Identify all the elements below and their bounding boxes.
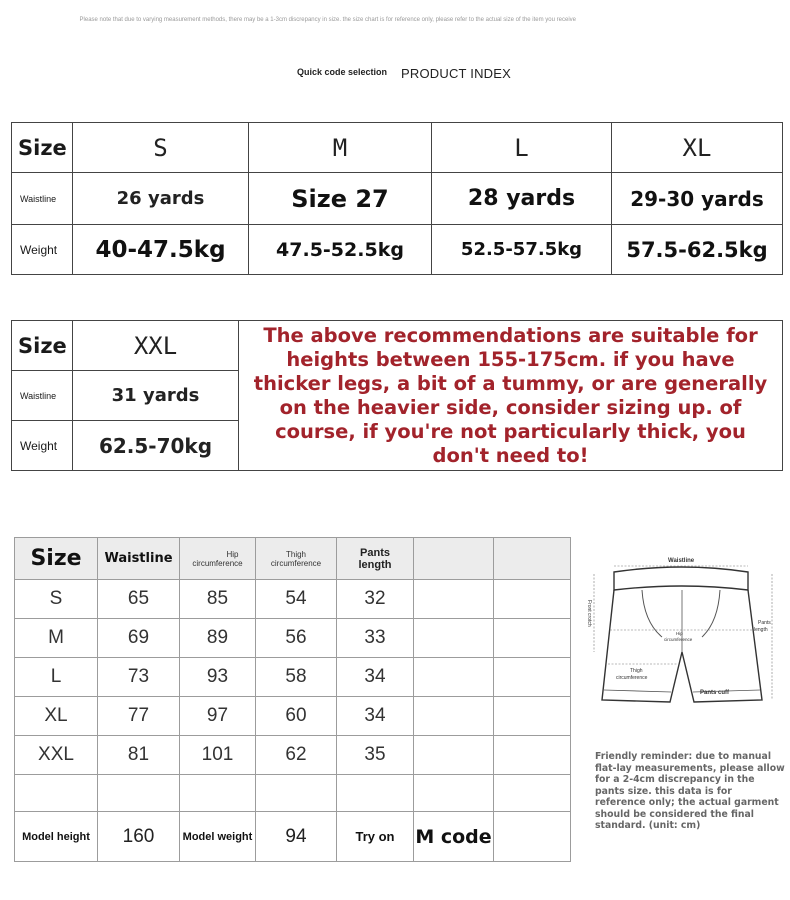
model-weight-value: 94 [256, 812, 337, 862]
try-on-code: M code [414, 812, 494, 862]
waistline-row-label: Waistline [12, 173, 73, 225]
model-height-label: Model height [15, 812, 98, 862]
measurement-header-row [15, 538, 571, 580]
size-chart-primary [11, 122, 783, 275]
hip-cell: 101 [180, 736, 256, 775]
hip-cell: 93 [180, 658, 256, 697]
empty-cell [337, 775, 414, 812]
header-thigh-circ-word: circumference [270, 558, 322, 568]
header-length-word: length [358, 558, 392, 571]
weight-row-label: Weight [12, 225, 73, 275]
diagram-hip-label: Hip [676, 631, 683, 636]
header-hip-circ-word: circumference [192, 558, 243, 568]
size-row [12, 123, 783, 173]
measurement-row-m [15, 619, 571, 658]
waist-cell: 69 [98, 619, 180, 658]
weight-cell: 57.5-62.5kg [612, 225, 783, 275]
weight-cell: 40-47.5kg [73, 225, 249, 275]
diagram-front-crotch-label: Front crotch [586, 600, 592, 627]
empty-cell [414, 580, 494, 619]
header-hip-word: Hip [226, 549, 239, 559]
size-cell: XL [612, 123, 783, 173]
waist-cell: 77 [98, 697, 180, 736]
hip-cell: 85 [180, 580, 256, 619]
header-empty-cell [414, 538, 494, 580]
diagram-waistline-label: Waistline [668, 558, 695, 564]
waist-cell: 73 [98, 658, 180, 697]
diagram-thigh-label: Thigh [630, 668, 643, 674]
hip-cell: 97 [180, 697, 256, 736]
diagram-pants-label: Pants [758, 620, 771, 626]
diagram-hip-circ-label: circumference [664, 637, 693, 642]
size-cell: XL [15, 697, 98, 736]
header-pants-length [337, 538, 414, 580]
length-cell: 34 [337, 658, 414, 697]
size-chart-secondary [11, 320, 783, 471]
empty-cell [414, 619, 494, 658]
length-cell: 34 [337, 697, 414, 736]
measurement-row-xl [15, 697, 571, 736]
model-info-row [15, 812, 571, 862]
empty-cell [414, 658, 494, 697]
hip-cell: 89 [180, 619, 256, 658]
diagram-length-label: length [754, 627, 768, 633]
size-cell: L [15, 658, 98, 697]
thigh-cell: 58 [256, 658, 337, 697]
shorts-measurement-diagram [582, 552, 782, 722]
size-cell: XXL [73, 321, 239, 371]
size-cell: XXL [15, 736, 98, 775]
measurement-row-s [15, 580, 571, 619]
header-thigh-circumference [256, 538, 337, 580]
size-row [12, 321, 783, 371]
header-waistline: Waistline [98, 538, 180, 580]
product-index-title: PRODUCT INDEX [401, 66, 511, 81]
empty-cell [494, 736, 571, 775]
try-on-label: Try on [337, 812, 414, 862]
empty-cell [414, 775, 494, 812]
empty-cell [414, 736, 494, 775]
thigh-cell: 56 [256, 619, 337, 658]
waistline-cell: 31 yards [73, 371, 239, 421]
size-cell: S [73, 123, 249, 173]
cuff-left-icon [604, 690, 671, 692]
model-height-value: 160 [98, 812, 180, 862]
weight-row [12, 225, 783, 275]
size-cell: S [15, 580, 98, 619]
header-empty-cell [494, 538, 571, 580]
header-thigh-word: Thigh [285, 549, 306, 559]
empty-cell [414, 697, 494, 736]
waist-cell: 65 [98, 580, 180, 619]
waistline-row-label: Waistline [12, 371, 73, 421]
size-cell: L [432, 123, 612, 173]
waistline-row [12, 173, 783, 225]
weight-cell: 47.5-52.5kg [249, 225, 432, 275]
weight-cell: 62.5-70kg [73, 421, 239, 471]
diagram-cuff-label: Pants cuff [700, 690, 730, 696]
measurement-table [14, 537, 571, 862]
shorts-waistband-icon [614, 567, 748, 590]
header-pants-word: Pants [360, 546, 390, 559]
header-hip-circumference [180, 538, 256, 580]
waistline-cell: 26 yards [73, 173, 249, 225]
empty-cell [494, 619, 571, 658]
length-cell: 32 [337, 580, 414, 619]
waistline-cell: 28 yards [432, 173, 612, 225]
empty-cell [494, 812, 571, 862]
measurement-notice: Please note that due to varying measurement methods, there may be a 1-3cm discrepancy in size. the size chart is for reference only, please refer to the actual size of the item you receive [79, 17, 576, 23]
thigh-cell: 54 [256, 580, 337, 619]
size-recommendation-text: The above recommendations are suitable for heights between 155-175cm. if you have thicker legs, a bit of a tummy, or are generally on the heavier side, consider sizing up. of course, if you're not particularly thick, you don't need to! [239, 321, 783, 471]
model-weight-label: Model weight [180, 812, 256, 862]
empty-cell [15, 775, 98, 812]
size-row-label: Size [12, 321, 73, 371]
weight-cell: 52.5-57.5kg [432, 225, 612, 275]
waistline-cell: 29-30 yards [612, 173, 783, 225]
length-cell: 33 [337, 619, 414, 658]
waistline-cell: Size 27 [249, 173, 432, 225]
empty-cell [494, 775, 571, 812]
empty-cell [494, 697, 571, 736]
thigh-cell: 60 [256, 697, 337, 736]
empty-cell [180, 775, 256, 812]
empty-cell [494, 580, 571, 619]
friendly-reminder-text: Friendly reminder: due to manual flat-lay measurements, please allow for a 2-4cm discrepancy in the pants size. this data is for reference only; the actual garment should be considered the final standard. (unit: cm) [595, 751, 785, 831]
thigh-cell: 62 [256, 736, 337, 775]
quick-code-label: Quick code selection [297, 67, 388, 77]
measurement-blank-row [15, 775, 571, 812]
size-cell: M [15, 619, 98, 658]
diagram-thigh-circ-label: circumference [616, 675, 648, 681]
empty-cell [98, 775, 180, 812]
waist-cell: 81 [98, 736, 180, 775]
weight-row-label: Weight [12, 421, 73, 471]
size-cell: M [249, 123, 432, 173]
length-cell: 35 [337, 736, 414, 775]
size-row-label: Size [12, 123, 73, 173]
measurement-row-l [15, 658, 571, 697]
empty-cell [494, 658, 571, 697]
header-size: Size [15, 538, 98, 580]
measurement-row-xxl [15, 736, 571, 775]
empty-cell [256, 775, 337, 812]
